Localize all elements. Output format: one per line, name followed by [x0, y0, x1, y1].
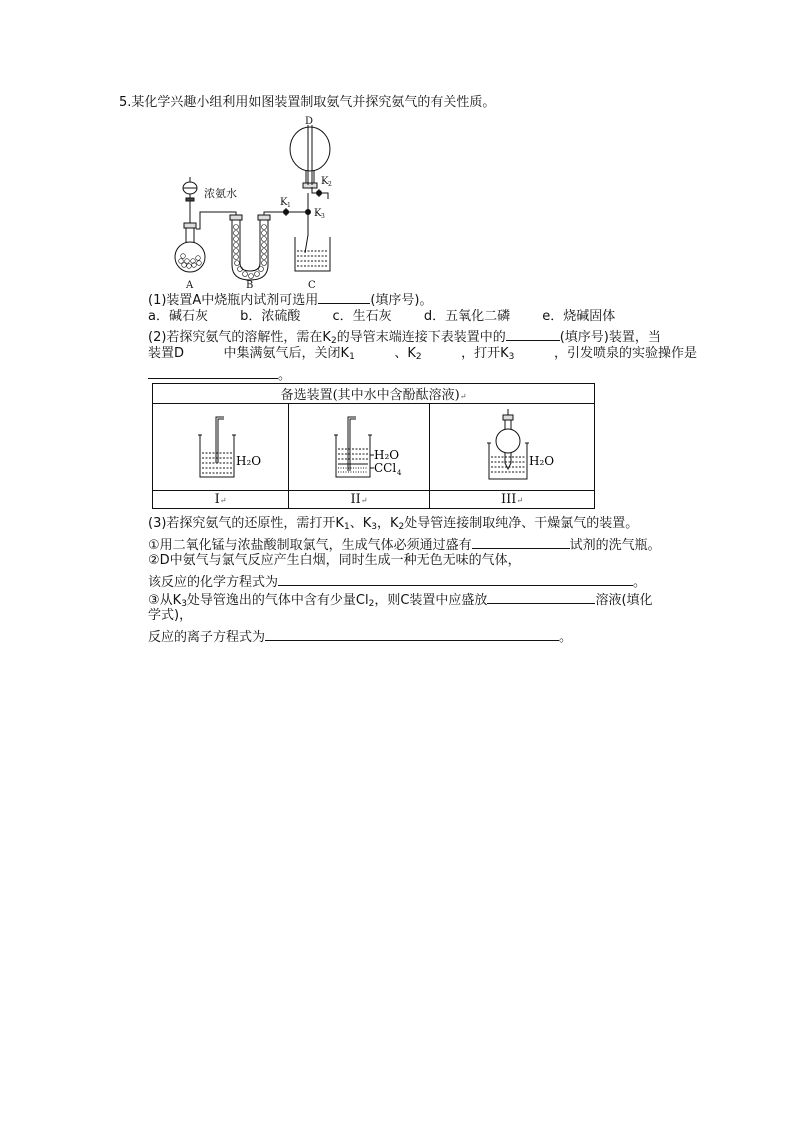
option-e: e．烧碱固体	[542, 309, 616, 324]
part3-q1-text-b: 试剂的洗气瓶。	[569, 538, 661, 553]
device-cell-1	[153, 404, 289, 491]
part1-question	[148, 290, 432, 309]
device-cell-2	[289, 404, 430, 491]
part1-options	[148, 309, 615, 325]
part1-text-a: (1)装置A中烧瓶内试剂可选用	[148, 293, 319, 308]
label-k1-sub: 1	[287, 202, 291, 209]
part2-text-a: (2)若探究氨气的溶解性，需在K	[148, 330, 331, 345]
device-1-figure	[166, 405, 276, 485]
device-label-1: I	[214, 492, 220, 507]
part2-text-b: 的导管末端连接下表装置中的	[336, 330, 506, 345]
option-d: d．五氧化二磷	[423, 309, 511, 324]
option-c: c．生石灰	[332, 309, 392, 324]
device-options-table	[152, 383, 595, 509]
label-k2-sub: 2	[328, 181, 332, 188]
label-ammonia-water: 浓氨水	[204, 187, 237, 200]
part2-sub-k3: 3	[508, 352, 515, 362]
part2-line2	[148, 346, 697, 362]
part3-q3-ionic-blank[interactable]	[265, 627, 559, 641]
label-k3-sub: 3	[321, 213, 325, 220]
part2-line3	[148, 365, 291, 384]
device-3-label: H₂O	[529, 454, 555, 468]
device-2-figure	[304, 405, 414, 485]
part3-q2-end: 。	[633, 575, 647, 590]
part3-q2-line1: ②D中氨气与氯气反应产生白烟，同时生成一种无色无味的气体，	[148, 553, 521, 568]
device-cell-3	[430, 404, 595, 491]
option-a: a．碱石灰	[148, 309, 208, 324]
part3-sub-3: 3	[371, 522, 377, 532]
part2-line1	[148, 327, 661, 346]
device-1-label: H₂O	[235, 454, 261, 468]
label-a: A	[186, 280, 194, 290]
part2-word-5: ，引发喷泉的实验操作是	[553, 346, 697, 361]
part3-q3-end: 。	[559, 630, 573, 645]
part2-device-blank[interactable]	[506, 327, 560, 341]
option-b: b．浓硫酸	[240, 309, 301, 324]
label-d: D	[305, 116, 314, 127]
label-cell-3: III↵	[430, 491, 595, 509]
part1-text-b: (填序号)。	[370, 293, 433, 308]
part3-q1-text-a: ①用二氧化锰与浓盐酸制取氯气，生成气体必须通过盛有	[148, 538, 472, 553]
table-header-text: 备选装置(其中水中含酚酞溶液)	[280, 388, 460, 403]
label-k3: K	[314, 208, 322, 219]
part3-q3-solution-blank[interactable]	[487, 590, 595, 604]
part3-q3-sub-2: 2	[368, 599, 375, 609]
part2-word-2: 中集满氨气后，关闭K	[223, 346, 350, 361]
part3-text-a: (3)若探究氨气的还原性，需打开K	[148, 516, 344, 531]
part3-q3-line1	[148, 590, 653, 609]
part2-word-4: ，打开K	[461, 346, 509, 361]
part3-sub-2: 2	[398, 522, 405, 532]
part3-q3-text-e: 反应的离子方程式为	[148, 630, 266, 645]
part3-q2-text: 该反应的化学方程式为	[148, 575, 279, 590]
part3-text-b: 、K	[349, 516, 372, 531]
device-3-figure	[457, 405, 567, 485]
table-header: 备选装置(其中水中含酚酞溶液)↵	[153, 384, 595, 404]
part3-q3-line3	[148, 627, 572, 646]
label-k2: K	[321, 176, 329, 187]
device-label-3: III	[500, 492, 517, 507]
part3-q3-text-a: ③从K	[148, 593, 182, 608]
part3-q1	[148, 535, 661, 554]
label-cell-1: I↵	[153, 491, 289, 509]
part3-q2-line2	[148, 572, 646, 591]
part3-text-d: 处导管连接制取纯净、干燥氯气的装置。	[404, 516, 639, 531]
device-2-label-ccl4: CCl	[374, 461, 397, 475]
part3-q3-text-d: 溶液(填化	[595, 593, 653, 608]
part2-word-1: 装置D	[148, 346, 185, 361]
device-label-2: II	[350, 492, 361, 507]
part2-text-c: (填序号)装置，当	[559, 330, 661, 345]
question-title: 5.某化学兴趣小组利用如图装置制取氨气并探究氨气的有关性质。	[119, 95, 496, 110]
part3-sub-1: 1	[343, 522, 350, 532]
part3-q3-line2: 学式)，	[148, 608, 193, 623]
part3-q3-text-c: ，则C装置中应盛放	[374, 593, 488, 608]
device-2-label-h2o: H₂O	[374, 448, 400, 462]
label-cell-2: II↵	[289, 491, 430, 509]
part2-sub-k2: 2	[415, 352, 422, 362]
part1-answer-blank[interactable]	[318, 290, 370, 304]
part3-line1	[148, 516, 638, 532]
label-c: C	[308, 280, 316, 290]
part2-operation-blank[interactable]	[148, 365, 278, 379]
label-b: B	[246, 280, 254, 290]
part3-q1-blank[interactable]	[472, 535, 570, 549]
part3-q3-text-b: 处导管逸出的气体中含有少量Cl	[186, 593, 369, 608]
part2-sub-k1: 1	[349, 352, 355, 362]
part3-text-c: ，K	[376, 516, 399, 531]
part2-sub-2: 2	[330, 336, 337, 346]
part2-word-3: 、K	[394, 346, 416, 361]
part2-end: 。	[278, 368, 292, 383]
apparatus-figure	[170, 115, 370, 290]
label-k1: K	[280, 197, 288, 208]
part3-q3-sub-3: 3	[181, 599, 187, 609]
part3-q2-equation-blank[interactable]	[278, 572, 633, 586]
device-2-ccl4-sub: 4	[397, 469, 402, 477]
